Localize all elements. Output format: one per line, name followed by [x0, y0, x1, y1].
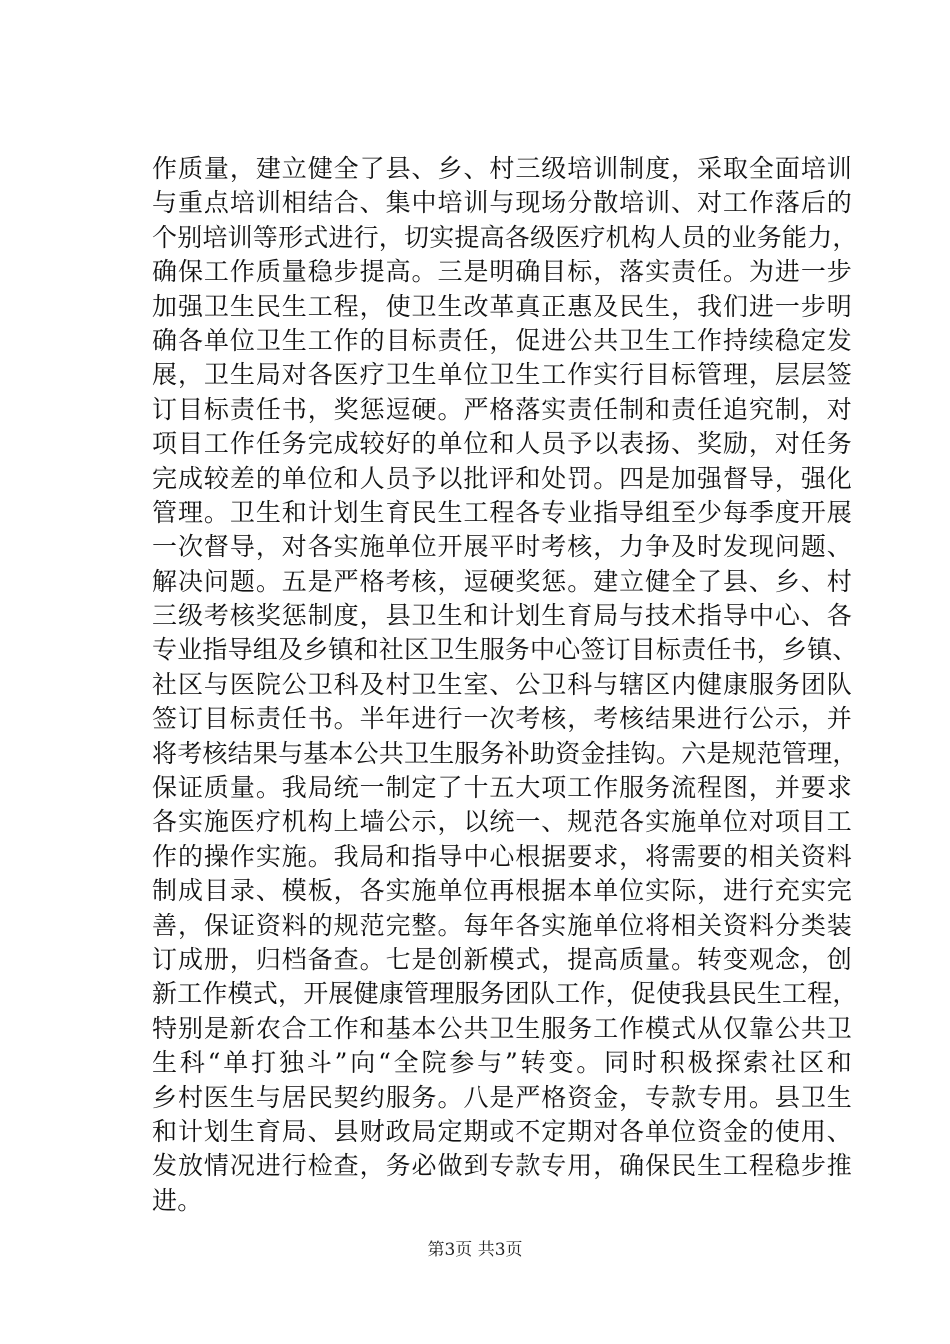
- text-line: 社区与医院公卫科及村卫生室、公卫科与辖区内健康服务团队: [152, 669, 852, 699]
- body-paragraph: [152, 152, 858, 1218]
- text-line: 加强卫生民生工程，使卫生改革真正惠及民生，我们进一步明: [152, 291, 852, 321]
- text-line: 保证质量。我局统一制定了十五大项工作服务流程图，并要求: [152, 773, 852, 803]
- text-line: 将考核结果与基本公共卫生服务补助资金挂钩。六是规范管理，: [152, 738, 858, 768]
- text-line: 专业指导组及乡镇和社区卫生服务中心签订目标责任书，乡镇、: [152, 635, 858, 665]
- text-line: 管理。卫生和计划生育民生工程各专业指导组至少每季度开展: [152, 497, 852, 527]
- text-line: 确各单位卫生工作的目标责任，促进公共卫生工作持续稳定发: [152, 325, 852, 355]
- text-line: 新工作模式，开展健康管理服务团队工作，促使我县民生工程，: [152, 979, 858, 1009]
- text-line: 作质量，建立健全了县、乡、村三级培训制度，采取全面培训: [152, 154, 852, 183]
- text-line: 发放情况进行检查，务必做到专款专用，确保民生工程稳步推: [152, 1151, 852, 1181]
- text-line: 和计划生育局、县财政局定期或不定期对各单位资金的使用、: [152, 1116, 852, 1146]
- text-line: 订目标责任书，奖惩逗硬。严格落实责任制和责任追究制，对: [152, 394, 852, 424]
- text-line: 订成册，归档备查。七是创新模式，提高质量。转变观念，创: [152, 944, 852, 974]
- text-line: 特别是新农合工作和基本公共卫生服务工作模式从仅靠公共卫: [152, 1013, 852, 1043]
- text-line: 确保工作质量稳步提高。三是明确目标，落实责任。为进一步: [152, 257, 852, 287]
- text-line: 各实施医疗机构上墙公示，以统一、规范各实施单位对项目工: [152, 807, 852, 837]
- text-line: 作的操作实施。我局和指导中心根据要求，将需要的相关资料: [152, 841, 852, 871]
- text-line: 生科“单打独斗”向“全院参与”转变。同时积极探索社区和: [152, 1048, 852, 1078]
- page-number-footer: 第3页 共3页: [427, 1240, 523, 1260]
- text-line: 三级考核奖惩制度，县卫生和计划生育局与技术指导中心、各: [152, 601, 852, 631]
- text-line: 个别培训等形式进行，切实提高各级医疗机构人员的业务能力，: [152, 222, 858, 252]
- text-line-last: 进。: [152, 1185, 203, 1215]
- text-line: 一次督导，对各实施单位开展平时考核，力争及时发现问题、: [152, 532, 852, 562]
- text-line: 乡村医生与居民契约服务。八是严格资金，专款专用。县卫生: [152, 1082, 852, 1112]
- text-line: 制成目录、模板，各实施单位再根据本单位实际，进行充实完: [152, 876, 852, 906]
- text-line: 解决问题。五是严格考核，逗硬奖惩。建立健全了县、乡、村: [152, 566, 852, 596]
- text-line: 与重点培训相结合、集中培训与现场分散培训、对工作落后的: [152, 188, 852, 218]
- text-line: 展，卫生局对各医疗卫生单位卫生工作实行目标管理，层层签: [152, 360, 852, 390]
- text-line: 项目工作任务完成较好的单位和人员予以表扬、奖励，对任务: [152, 429, 852, 459]
- text-line: 善，保证资料的规范完整。每年各实施单位将相关资料分类装: [152, 910, 852, 940]
- text-line: 完成较差的单位和人员予以批评和处罚。四是加强督导，强化: [152, 463, 852, 493]
- text-line: 签订目标责任书。半年进行一次考核，考核结果进行公示，并: [152, 704, 852, 734]
